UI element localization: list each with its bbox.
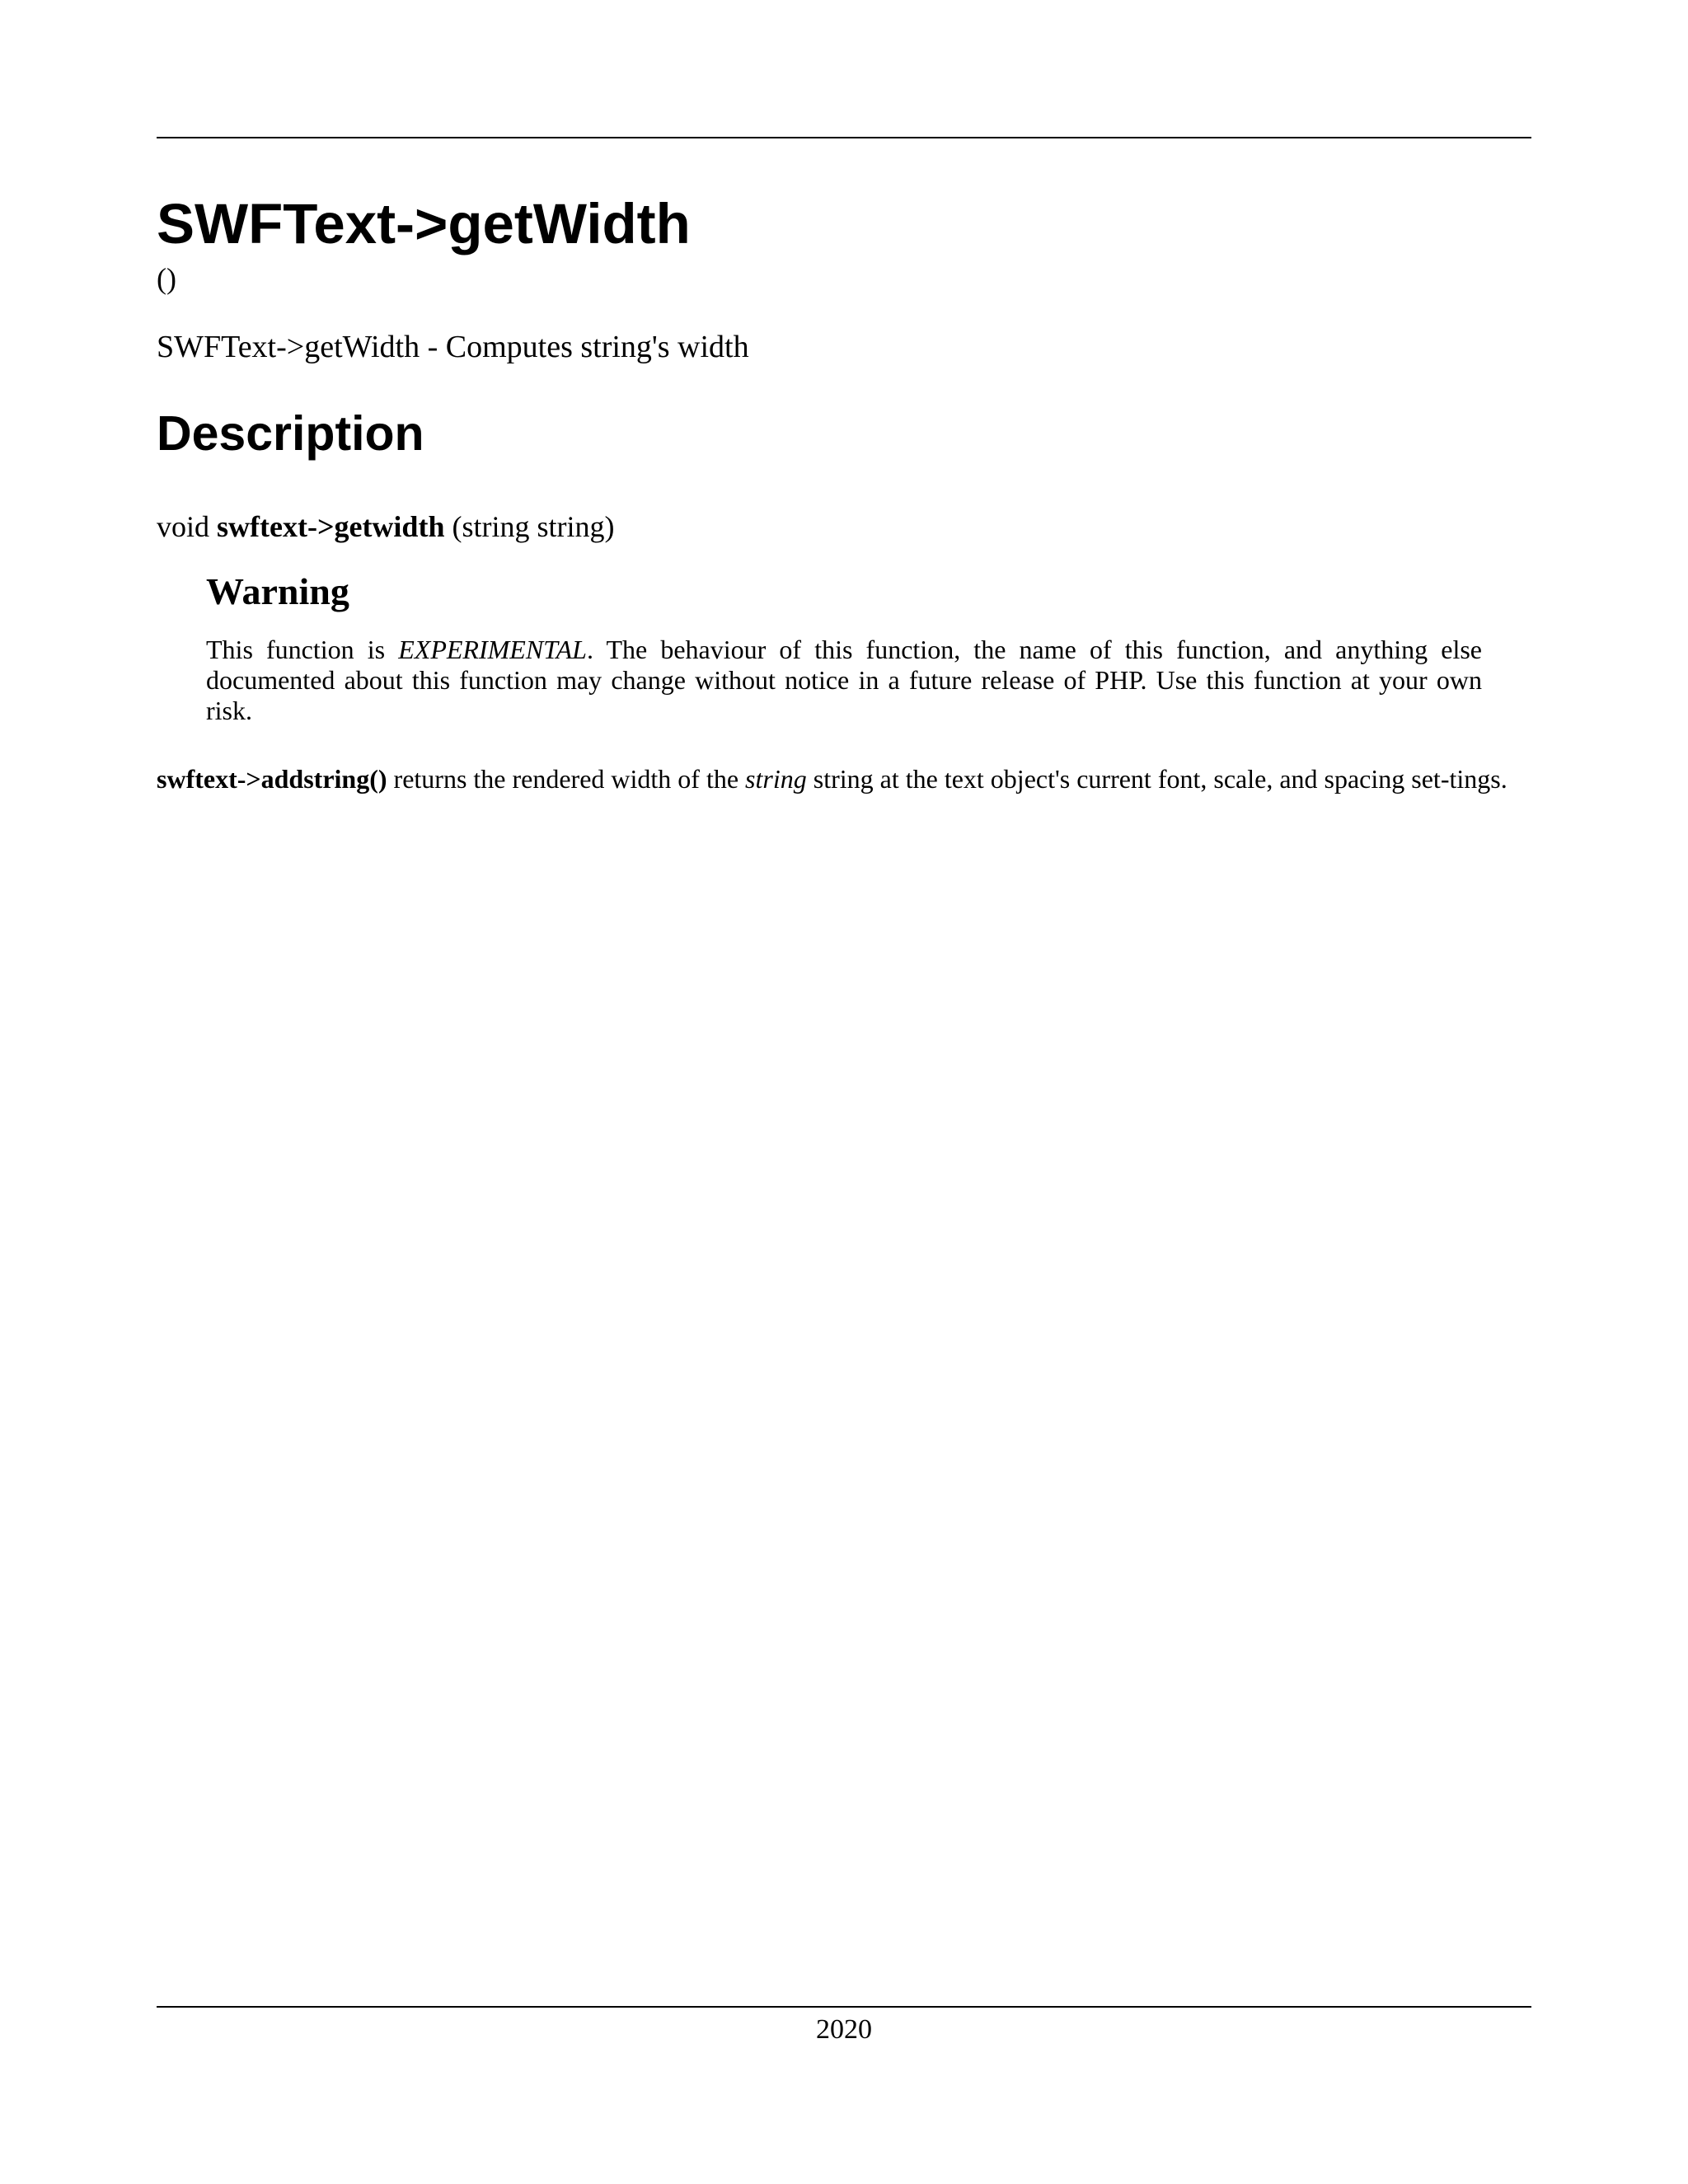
function-reference: swftext->addstring(): [157, 764, 387, 794]
function-synopsis: [157, 508, 1531, 546]
function-purpose: SWFText->getWidth - Computes string's width: [157, 330, 749, 364]
paragraph-text-end: string at the text object's current font, scale, and spacing set-tings.: [806, 764, 1507, 794]
page-number: 2020: [816, 2014, 872, 2045]
warning-box: [206, 567, 1482, 726]
synopsis-function-name: swftext->getwidth: [217, 510, 445, 543]
warning-text-start: This function is: [206, 635, 399, 664]
function-title: SWFText->getWidth: [157, 192, 691, 255]
page-content: [157, 186, 1531, 794]
warning-text-end: . The behaviour of this function, the name of this function, and anything else documented about this function may change without notice in a future release of PHP. Use this function at your own risk.: [206, 635, 1483, 725]
warning-heading: Warning: [206, 570, 349, 612]
paragraph-text-start: returns the rendered width of the: [387, 764, 746, 794]
top-rule: [157, 137, 1531, 138]
description-paragraph: [157, 764, 1531, 794]
synopsis-return-type: void: [157, 510, 218, 543]
parameter-name: string: [745, 764, 807, 794]
warning-text: [206, 635, 1482, 726]
warning-emphasis: EXPERIMENTAL: [398, 635, 587, 664]
bottom-rule: [157, 2006, 1531, 2008]
function-parens: (): [157, 262, 176, 295]
synopsis-params: (string string): [444, 510, 615, 543]
description-heading: Description: [157, 406, 424, 461]
